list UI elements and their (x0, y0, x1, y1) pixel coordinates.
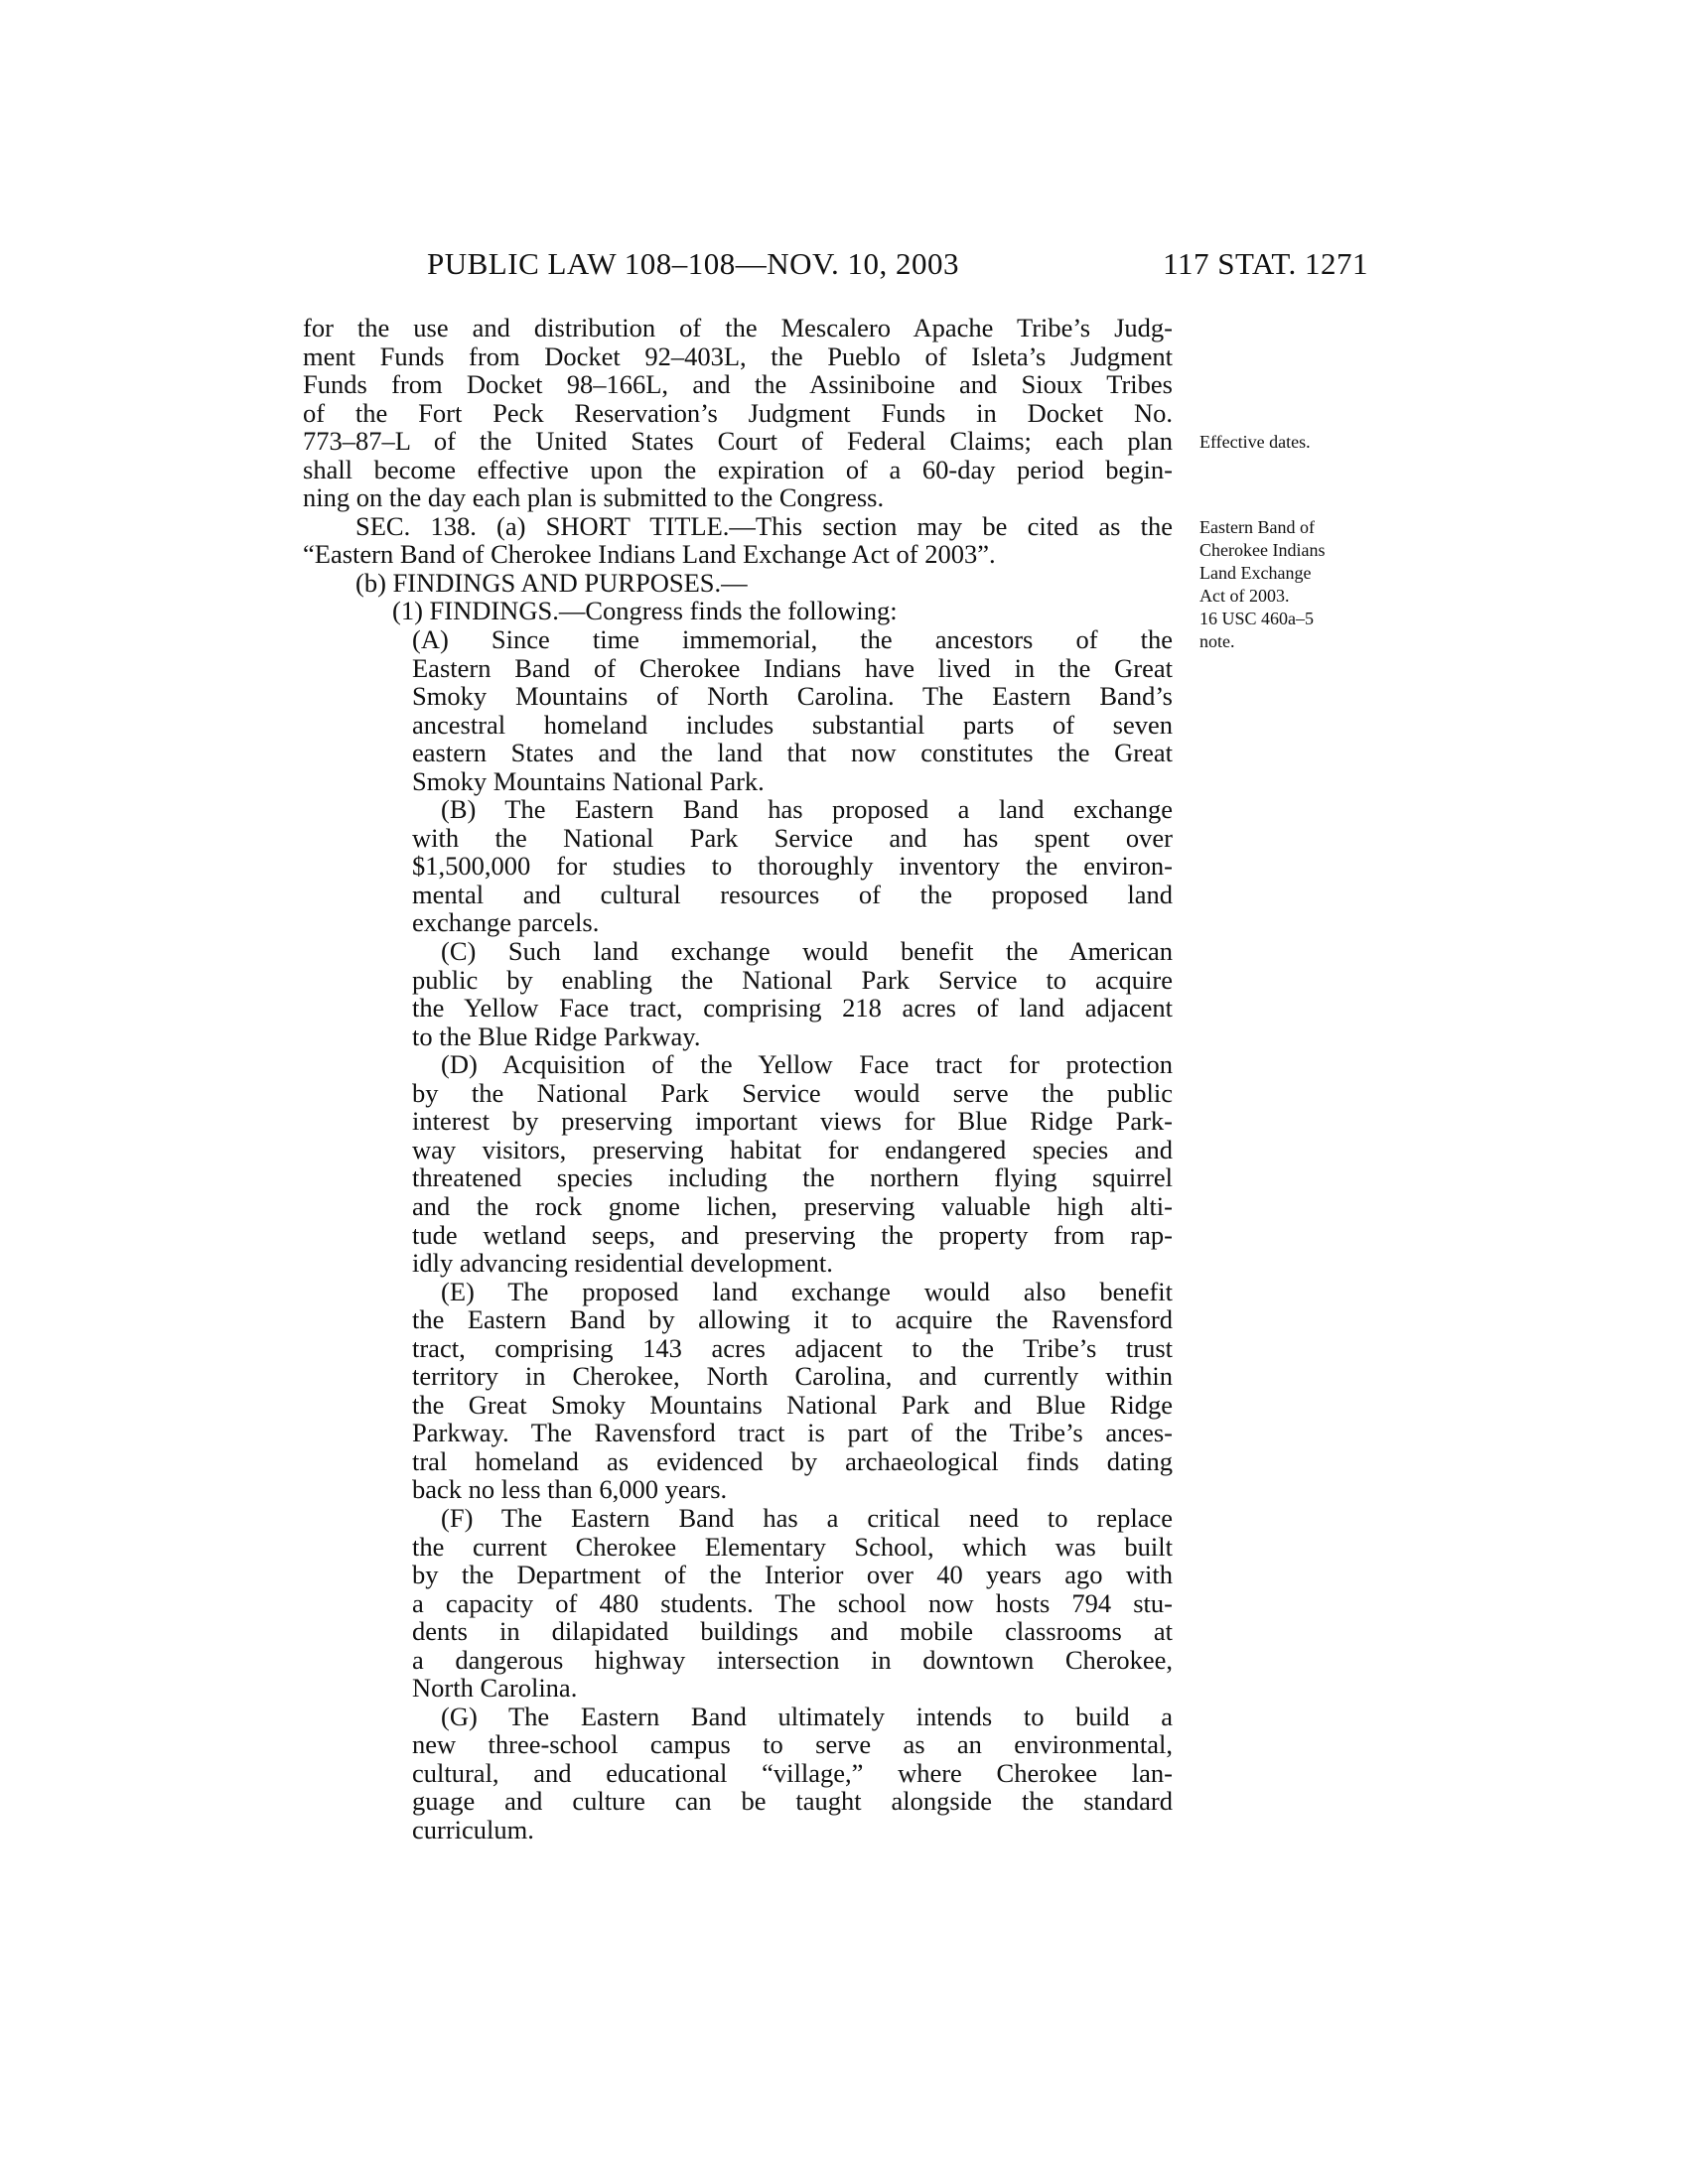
text-line: public by enabling the National Park Service to acquire (412, 964, 1173, 995)
text-line: the Eastern Band by allowing it to acquire the Ravensford (412, 1304, 1173, 1335)
text-line: tract, comprising 143 acres adjacent to the Tribe’s trust (412, 1332, 1173, 1363)
margin-note-line: note. (1199, 630, 1235, 651)
text-line: to the Blue Ridge Parkway. (412, 1021, 701, 1051)
paragraph (412, 1703, 1173, 1844)
text-line: the Great Smoky Mountains National Park and Blue Ridge (412, 1389, 1173, 1420)
margin-note-line: Cherokee Indians (1199, 539, 1326, 560)
text-line: idly advancing residential development. (412, 1248, 833, 1279)
text-line: and the rock gnome lichen, preserving valuable high alti- (412, 1190, 1173, 1221)
text-line: (D) Acquisition of the Yellow Face tract for protection (441, 1049, 1173, 1080)
text-line: ning on the day each plan is submitted to the Congress. (303, 482, 885, 513)
text-line: “Eastern Band of Cherokee Indians Land Exchange Act of 2003”. (303, 539, 996, 570)
text-line: curriculum. (412, 1814, 534, 1844)
paragraph (303, 314, 1173, 512)
text-line: (G) The Eastern Band ultimately intends to build a (441, 1701, 1173, 1731)
margin-note (1199, 431, 1311, 454)
text-line: shall become effective upon the expiration of a 60-day period begin- (303, 454, 1173, 484)
text-line: (A) Since time immemorial, the ancestors of the (412, 624, 1173, 655)
text-line: ment Funds from Docket 92–403L, the Pueblo of Isleta’s Judgment (303, 341, 1173, 371)
text-line: interest by preserving important views for Blue Ridge Park- (412, 1106, 1173, 1137)
text-line: dents in dilapidated buildings and mobile classrooms at (412, 1616, 1173, 1647)
text-line: (C) Such land exchange would benefit the American (441, 936, 1173, 967)
text-line: tude wetland seeps, and preserving the property from rap- (412, 1219, 1173, 1250)
margin-note-line: Effective dates. (1199, 432, 1311, 453)
text-line: 773–87–L of the United States Court of Federal Claims; each plan (303, 426, 1173, 457)
text-line: $1,500,000 for studies to thoroughly inventory the environ- (412, 851, 1173, 882)
text-line: (F) The Eastern Band has a critical need to replace (441, 1502, 1173, 1533)
margin-note-line: Eastern Band of (1199, 516, 1315, 537)
text-line: new three-school campus to serve as an environmental, (412, 1729, 1173, 1760)
margin-note (1199, 516, 1325, 653)
text-line: with the National Park Service and has spent over (412, 822, 1173, 853)
text-line: North Carolina. (412, 1673, 578, 1704)
paragraph (412, 795, 1173, 937)
margin-note-line: Act of 2003. (1199, 585, 1290, 606)
statute-body-text (303, 314, 1173, 1844)
text-line: Smoky Mountains of North Carolina. The Eastern Band’s (412, 681, 1173, 712)
text-line: SEC. 138. (a) SHORT TITLE.—This section may be cited as the (355, 510, 1173, 541)
text-line: for the use and distribution of the Mescalero Apache Tribe’s Judg- (303, 313, 1173, 342)
margin-note-line: Land Exchange (1199, 562, 1312, 583)
text-line: a dangerous highway intersection in downtown Cherokee, (412, 1644, 1173, 1675)
margin-note-line: 16 USC 460a–5 (1199, 608, 1315, 628)
text-line: Smoky Mountains National Park. (412, 765, 765, 796)
text-line: Funds from Docket 98–166L, and the Assiniboine and Sioux Tribes (303, 369, 1173, 400)
paragraph (303, 512, 1173, 569)
paragraph (412, 937, 1173, 1050)
text-line: tral homeland as evidenced by archaeological finds dating (412, 1445, 1173, 1476)
text-line: mental and cultural resources of the proposed land (412, 879, 1173, 909)
running-header-title: PUBLIC LAW 108–108—NOV. 10, 2003 (427, 246, 959, 281)
paragraph (303, 597, 1173, 625)
paragraph (412, 1504, 1173, 1703)
text-line: (b) FINDINGS AND PURPOSES.— (355, 567, 748, 598)
text-line: Eastern Band of Cherokee Indians have lived in the Great (412, 652, 1173, 683)
text-line: ancestral homeland includes substantial parts of seven (412, 709, 1173, 740)
text-line: Parkway. The Ravensford tract is part of the Tribe’s ances- (412, 1418, 1173, 1448)
text-line: way visitors, preserving habitat for endangered species and (412, 1134, 1173, 1164)
text-line: (1) FINDINGS.—Congress finds the following: (392, 596, 898, 626)
text-line: a capacity of 480 students. The school now hosts 794 stu- (412, 1587, 1173, 1618)
text-line: guage and culture can be taught alongside the standard (412, 1786, 1173, 1817)
text-line: exchange parcels. (412, 907, 600, 938)
text-line: by the National Park Service would serve the public (412, 1077, 1173, 1108)
text-line: cultural, and educational “village,” where Cherokee lan- (412, 1757, 1173, 1788)
statute-page-number: 117 STAT. 1271 (1163, 246, 1368, 281)
text-line: the current Cherokee Elementary School, which was built (412, 1531, 1173, 1562)
text-line: threatened species including the northern flying squirrel (412, 1162, 1173, 1193)
paragraph (412, 625, 1173, 795)
text-line: (B) The Eastern Band has proposed a land exchange (441, 794, 1173, 825)
paragraph (303, 569, 1173, 598)
paragraph (412, 1050, 1173, 1277)
text-line: territory in Cherokee, North Carolina, and currently within (412, 1361, 1173, 1392)
text-line: by the Department of the Interior over 40 years ago with (412, 1560, 1173, 1590)
text-line: (E) The proposed land exchange would also benefit (441, 1276, 1173, 1306)
text-line: the Yellow Face tract, comprising 218 acres of land adjacent (412, 993, 1173, 1024)
text-line: eastern States and the land that now constitutes the Great (412, 738, 1173, 768)
text-line: of the Fort Peck Reservation’s Judgment Funds in Docket No. (303, 397, 1173, 428)
text-line: back no less than 6,000 years. (412, 1474, 728, 1505)
paragraph (412, 1278, 1173, 1504)
